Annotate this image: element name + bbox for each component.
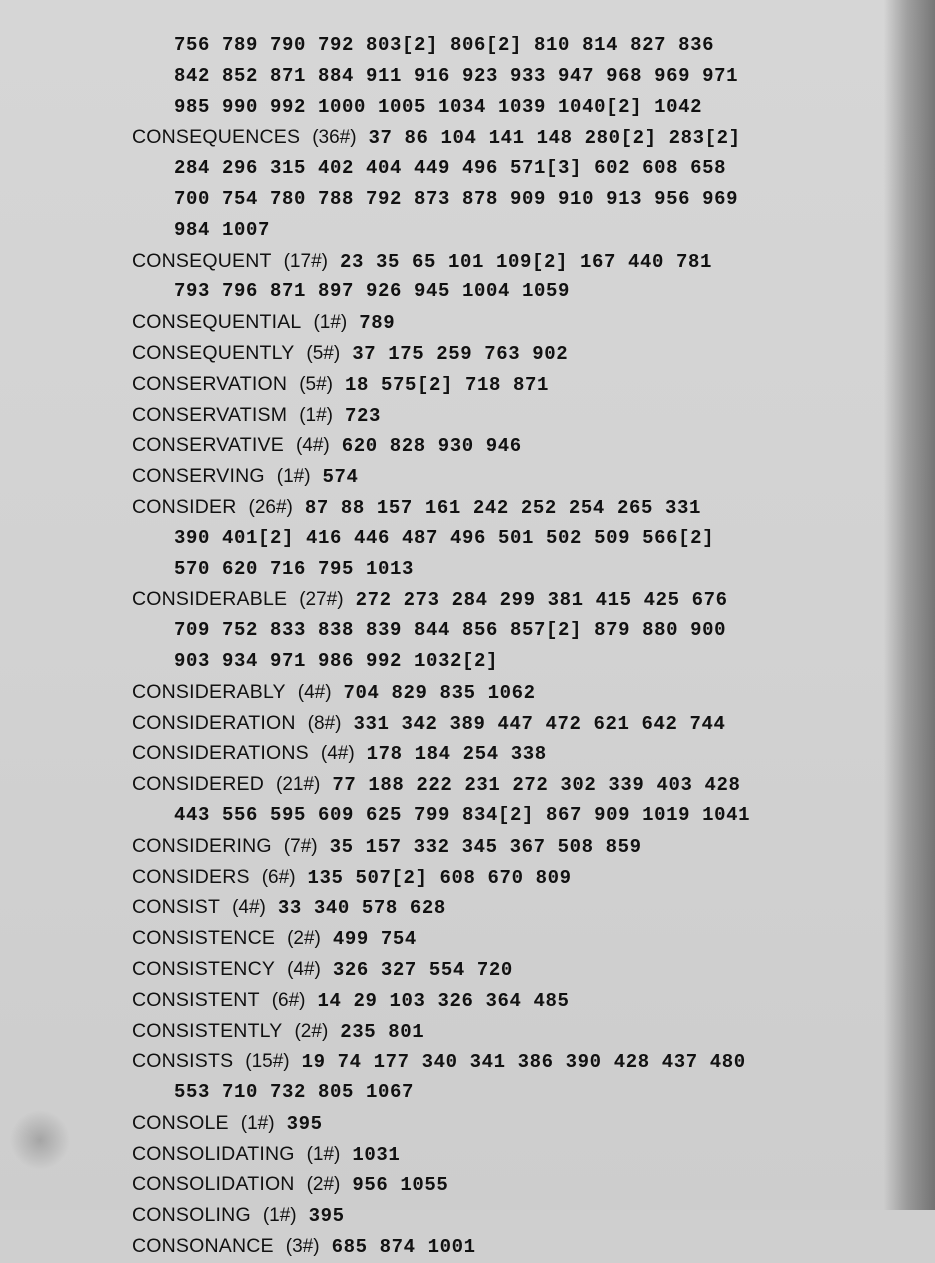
- page-references: 553 710 732 805 1067: [174, 1081, 415, 1104]
- occurrence-count: (6#): [261, 866, 296, 888]
- page-references: 18 575[2] 718 871: [344, 373, 550, 396]
- index-entry-line: [132, 1200, 877, 1231]
- page-references: 326 327 554 720: [332, 958, 513, 981]
- page-references: 570 620 716 795 1013: [174, 557, 415, 580]
- page-references: 14 29 103 326 364 485: [317, 989, 570, 1012]
- occurrence-count: (2#): [294, 1020, 329, 1042]
- index-entry-line: [132, 954, 877, 985]
- index-headword: CONSERVATION: [132, 372, 288, 395]
- index-headword: CONSEQUENTLY: [132, 341, 295, 364]
- index-continuation-line: [132, 523, 877, 554]
- index-headword: CONSIDERABLE: [132, 588, 288, 611]
- index-entry-line: [132, 492, 877, 523]
- index-entry-line: [132, 1169, 877, 1200]
- page-references: 135 507[2] 608 670 809: [307, 866, 572, 889]
- page-references: 984 1007: [174, 218, 271, 241]
- index-entry-line: [132, 430, 877, 461]
- index-entry-line: [132, 400, 877, 431]
- occurrence-count: (26#): [248, 496, 293, 518]
- index-continuation-line: [132, 646, 877, 677]
- index-entry-line: [132, 122, 877, 153]
- index-headword: CONSISTENT: [132, 988, 260, 1011]
- index-entry-line: [132, 769, 877, 800]
- index-continuation-line: [132, 276, 877, 307]
- occurrence-count: (1#): [306, 1143, 341, 1165]
- page-references: 235 801: [340, 1020, 425, 1043]
- index-headword: CONSEQUENCES: [132, 126, 301, 149]
- index-continuation-line: [132, 184, 877, 215]
- page-references: 789: [359, 312, 396, 335]
- occurrence-count: (8#): [307, 712, 342, 734]
- index-entry-line: [132, 369, 877, 400]
- occurrence-count: (36#): [312, 127, 357, 149]
- index-headword: CONSOLIDATING: [132, 1142, 295, 1165]
- page-references: 87 88 157 161 242 252 254 265 331: [304, 496, 701, 519]
- page-references: 842 852 871 884 911 916 923 933 947 968 969 971: [174, 64, 739, 87]
- page-references: 284 296 315 402 404 449 496 571[3] 602 608 658: [174, 157, 727, 180]
- page-references: 903 934 971 986 992 1032[2]: [174, 649, 499, 672]
- index-continuation-line: [132, 153, 877, 184]
- occurrence-count: (15#): [245, 1051, 290, 1073]
- page-references: 709 752 833 838 839 844 856 857[2] 879 880 900: [174, 619, 727, 642]
- index-entry-line: [132, 677, 877, 708]
- occurrence-count: (3#): [285, 1236, 320, 1258]
- index-continuation-line: [132, 215, 877, 246]
- page-references: 685 874 1001: [331, 1236, 476, 1259]
- concordance-index: [132, 30, 877, 1262]
- occurrence-count: (1#): [276, 466, 311, 488]
- index-headword: CONSIDERATIONS: [132, 742, 309, 765]
- page-references: 985 990 992 1000 1005 1034 1039 1040[2] 1042: [174, 95, 703, 118]
- index-headword: CONSIDERING: [132, 834, 272, 857]
- page-references: 395: [286, 1112, 323, 1135]
- page-references: 700 754 780 788 792 873 878 909 910 913 956 969: [174, 187, 739, 210]
- page-references: 704 829 835 1062: [343, 681, 536, 704]
- occurrence-count: (1#): [313, 312, 348, 334]
- index-headword: CONSEQUENT: [132, 249, 272, 272]
- occurrence-count: (4#): [287, 958, 321, 980]
- occurrence-count: (5#): [306, 342, 341, 364]
- index-entry-line: [132, 338, 877, 369]
- page-references: 390 401[2] 416 446 487 496 501 502 509 566[2]: [174, 526, 715, 549]
- page-references: 272 273 284 299 381 415 425 676: [355, 589, 728, 612]
- index-continuation-line: [132, 30, 877, 61]
- occurrence-count: (1#): [262, 1205, 297, 1227]
- page-references: 178 184 254 338: [366, 743, 547, 766]
- occurrence-count: (4#): [295, 435, 330, 457]
- index-headword: CONSIST: [132, 896, 221, 919]
- index-entry-line: [132, 307, 877, 338]
- index-headword: CONSONANCE: [132, 1235, 274, 1258]
- index-headword: CONSOLIDATION: [132, 1173, 295, 1196]
- occurrence-count: (4#): [320, 743, 355, 765]
- index-entry-line: [132, 1231, 877, 1262]
- page-references: 574: [322, 466, 359, 489]
- index-continuation-line: [132, 800, 877, 831]
- index-entry-line: [132, 1139, 877, 1170]
- page-references: 395: [308, 1205, 345, 1228]
- occurrence-count: (1#): [299, 404, 333, 426]
- page-references: 33 340 578 628: [277, 897, 446, 920]
- index-headword: CONSIDERS: [132, 865, 250, 888]
- page-references: 331 342 389 447 472 621 642 744: [353, 712, 726, 735]
- page-references: 793 796 871 897 926 945 1004 1059: [174, 280, 571, 303]
- page-references: 499 754: [332, 928, 417, 951]
- index-headword: CONSERVATIVE: [132, 434, 284, 457]
- index-headword: CONSISTENCY: [132, 957, 276, 980]
- occurrence-count: (6#): [271, 989, 306, 1011]
- index-headword: CONSISTS: [132, 1050, 234, 1073]
- occurrence-count: (4#): [297, 681, 332, 703]
- page-references: 77 188 222 231 272 302 339 403 428: [332, 774, 741, 797]
- index-entry-line: [132, 892, 877, 923]
- index-entry-line: [132, 985, 877, 1016]
- index-entry-line: [132, 738, 877, 769]
- index-headword: CONSOLE: [132, 1111, 229, 1134]
- index-continuation-line: [132, 92, 877, 123]
- index-entry-line: [132, 708, 877, 739]
- index-headword: CONSISTENTLY: [132, 1019, 283, 1042]
- page-references: 37 86 104 141 148 280[2] 283[2]: [368, 127, 741, 150]
- page-references: 443 556 595 609 625 799 834[2] 867 909 1019 1041: [174, 803, 751, 826]
- index-headword: CONSIDER: [132, 495, 237, 518]
- occurrence-count: (1#): [240, 1112, 275, 1134]
- page-references: 19 74 177 340 341 386 390 428 437 480: [301, 1051, 746, 1074]
- index-headword: CONSEQUENTIAL: [132, 311, 302, 334]
- page-references: 723: [344, 404, 381, 427]
- index-headword: CONSERVING: [132, 465, 265, 488]
- page-references: 23 35 65 101 109[2] 167 440 781: [339, 250, 713, 273]
- index-entry-line: [132, 246, 877, 277]
- occurrence-count: (4#): [232, 897, 266, 919]
- occurrence-count: (2#): [306, 1174, 341, 1196]
- index-headword: CONSOLING: [132, 1204, 251, 1227]
- page-references: 1031: [352, 1143, 401, 1166]
- index-continuation-line: [132, 61, 877, 92]
- page-references: 620 828 930 946: [341, 435, 522, 458]
- index-continuation-line: [132, 1077, 877, 1108]
- page-references: 756 789 790 792 803[2] 806[2] 810 814 827 836: [174, 34, 715, 56]
- index-entry-line: [132, 1016, 877, 1047]
- index-headword: CONSERVATISM: [132, 403, 288, 426]
- page-references: 37 175 259 763 902: [352, 342, 569, 365]
- index-continuation-line: [132, 615, 877, 646]
- index-entry-line: [132, 831, 877, 862]
- index-headword: CONSISTENCE: [132, 927, 276, 950]
- index-headword: CONSIDERED: [132, 773, 265, 796]
- page-smudge: [10, 1110, 70, 1170]
- index-continuation-line: [132, 554, 877, 585]
- index-headword: CONSIDERATION: [132, 711, 296, 734]
- index-entry-line: [132, 1108, 877, 1139]
- index-entry-line: [132, 461, 877, 492]
- index-headword: CONSIDERABLY: [132, 680, 286, 703]
- occurrence-count: (21#): [276, 774, 321, 796]
- index-entry-line: [132, 923, 877, 954]
- occurrence-count: (27#): [299, 589, 344, 611]
- page-references: 956 1055: [352, 1174, 449, 1197]
- occurrence-count: (5#): [299, 373, 333, 395]
- index-entry-line: [132, 862, 877, 893]
- page-references: 35 157 332 345 367 508 859: [329, 835, 642, 858]
- occurrence-count: (2#): [287, 928, 321, 950]
- occurrence-count: (17#): [283, 250, 328, 272]
- occurrence-count: (7#): [283, 835, 318, 857]
- index-entry-line: [132, 584, 877, 615]
- index-entry-line: [132, 1046, 877, 1077]
